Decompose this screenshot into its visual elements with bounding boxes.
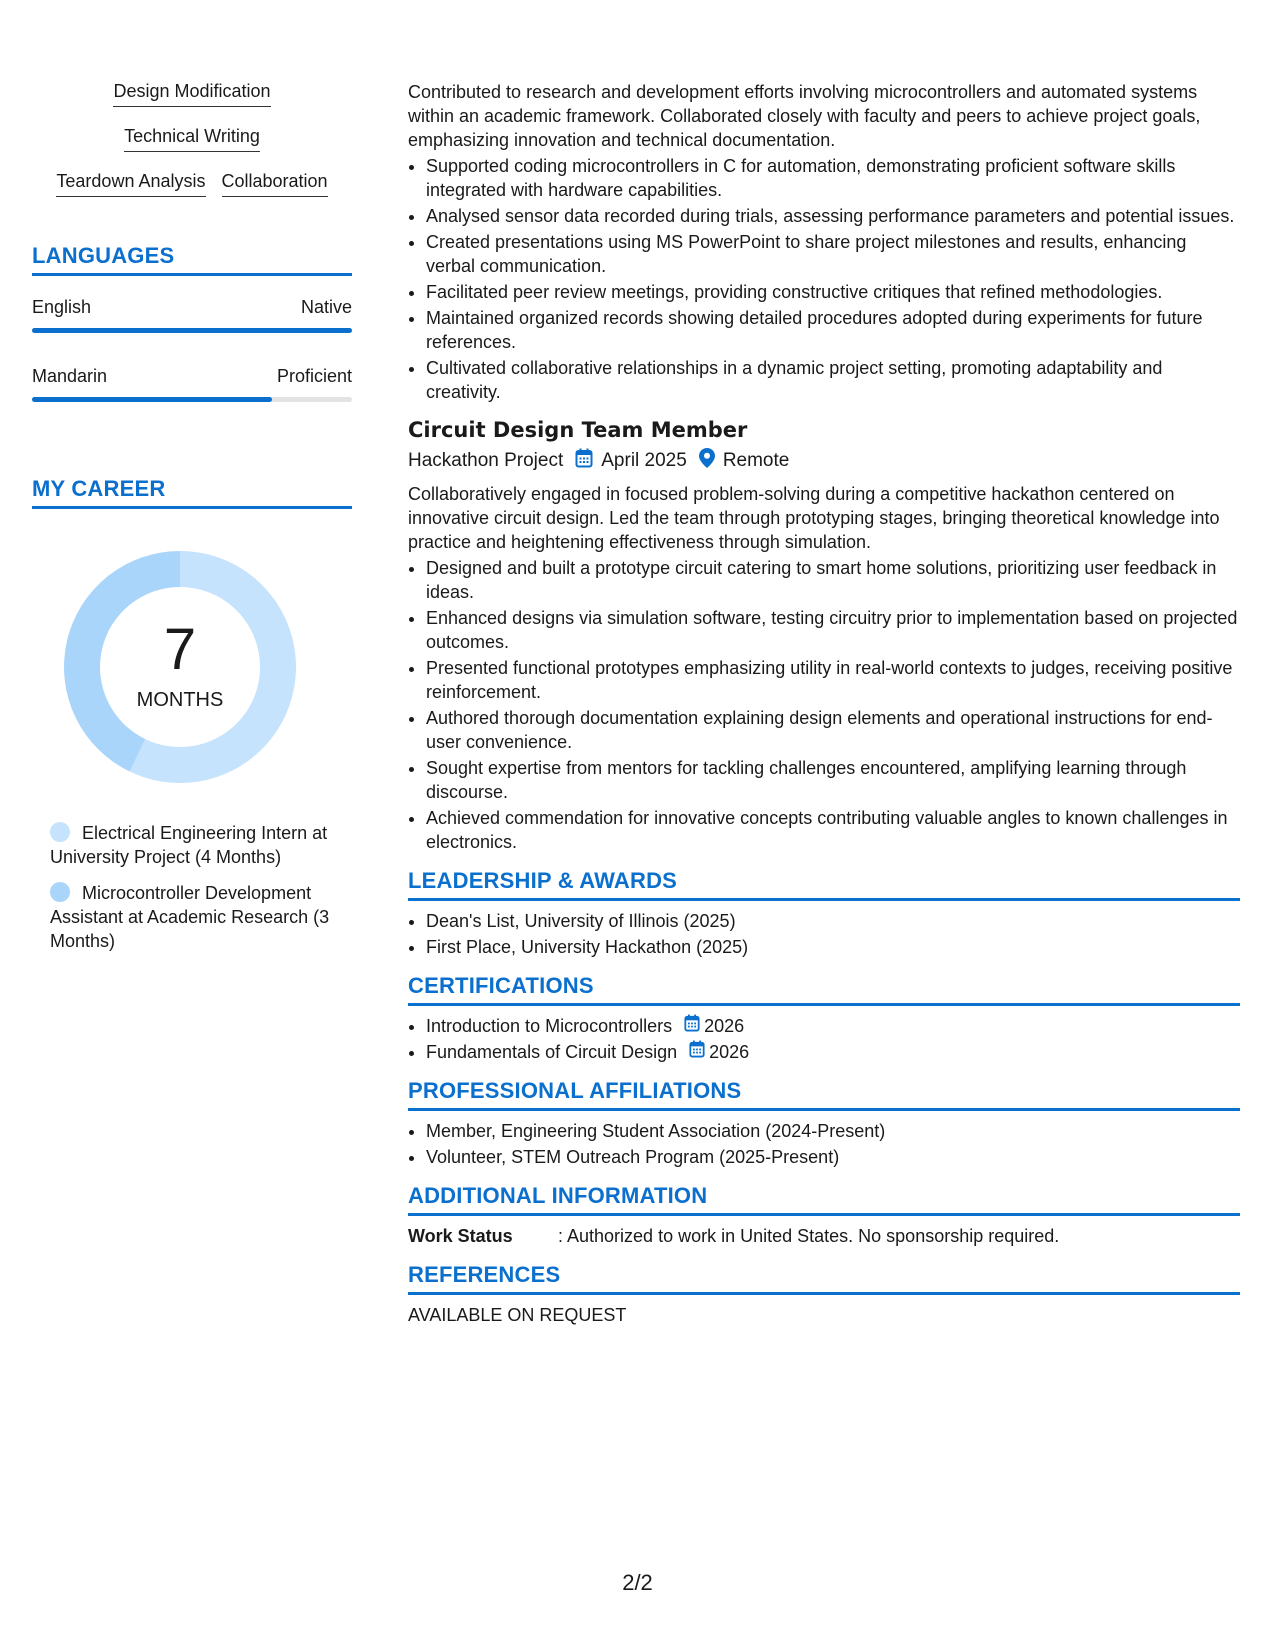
references-text: AVAILABLE ON REQUEST <box>408 1305 627 1325</box>
list-item: • Cultivated collaborative relationships in a dynamic project setting, promoting adaptability and creativity. <box>426 356 1240 404</box>
career-total-unit: MONTHS <box>136 689 224 711</box>
career-donut-chart <box>64 551 296 783</box>
certification-name: • Fundamentals of Circuit Design <box>426 1042 678 1062</box>
language-level: Proficient <box>276 366 352 386</box>
certifications-section <box>408 973 1240 1064</box>
calendar-icon <box>684 1014 700 1038</box>
career-legend <box>32 821 352 953</box>
skill-tag: Technical Writing <box>124 125 260 152</box>
list-item: • Member, Engineering Student Association (2024-Present) <box>426 1119 1240 1143</box>
list-item: • Dean's List, University of Illinois (2025) <box>426 909 1240 933</box>
job-title: Circuit Design Team Member <box>408 418 748 442</box>
career-legend-label: Electrical Engineering Intern at University Project (4 Months) <box>50 823 328 867</box>
section-heading: LANGUAGES <box>32 243 352 276</box>
language-level: Native <box>300 297 352 317</box>
list-item: • Sought expertise from mentors for tackling challenges encountered, amplifying learning through discourse. <box>426 756 1240 804</box>
language-name: Mandarin <box>32 366 108 386</box>
section-heading: CERTIFICATIONS <box>408 973 1240 1006</box>
job-date: April 2025 <box>601 450 687 471</box>
info-row <box>408 1224 1240 1248</box>
list-item: • Maintained organized records showing detailed procedures adopted during experiments for future references. <box>426 306 1240 354</box>
language-item <box>32 365 352 402</box>
section-heading: ADDITIONAL INFORMATION <box>408 1183 1240 1216</box>
list-item: • Designed and built a prototype circuit catering to smart home solutions, prioritizing user feedback in ideas. <box>426 556 1240 604</box>
language-bar <box>32 328 352 333</box>
affiliations-section <box>408 1078 1240 1169</box>
certification-year: 2026 <box>704 1016 745 1036</box>
section-heading: LEADERSHIP & AWARDS <box>408 868 1240 901</box>
additional-info-section <box>408 1183 1240 1248</box>
experience-bullets <box>408 154 1240 404</box>
list-item: • First Place, University Hackathon (2025) <box>426 935 1240 959</box>
certification-year: 2026 <box>709 1042 750 1062</box>
skill-tag: Teardown Analysis <box>56 170 205 197</box>
legend-dot <box>50 822 70 842</box>
map-pin-icon <box>699 448 715 474</box>
languages-section <box>32 243 352 402</box>
info-value: : Authorized to work in United States. No sponsorship required. <box>558 1226 1060 1246</box>
leadership-section <box>408 868 1240 959</box>
skill-tag: Collaboration <box>222 170 328 197</box>
experience-bullets <box>408 556 1240 854</box>
list-item: • Authored thorough documentation explaining design elements and operational instructions for end-user convenience. <box>426 706 1240 754</box>
job-meta <box>408 448 1240 474</box>
job-organization: Hackathon Project <box>408 450 564 471</box>
references-section <box>408 1262 1240 1327</box>
career-legend-item <box>50 881 352 953</box>
language-bar-fill <box>32 328 352 333</box>
section-heading: MY CAREER <box>32 476 352 509</box>
career-legend-label: Microcontroller Development Assistant at Academic Research (3 Months) <box>50 883 330 951</box>
left-column <box>32 80 352 965</box>
list-item: • Enhanced designs via simulation software, testing circuitry prior to implementation based on projected outcomes. <box>426 606 1240 654</box>
career-legend-item <box>50 821 352 869</box>
calendar-icon <box>689 1040 705 1064</box>
list-item: • Analysed sensor data recorded during trials, assessing performance parameters and potential issues. <box>426 204 1240 228</box>
calendar-icon <box>575 448 593 474</box>
language-bar-fill <box>32 397 272 402</box>
info-label: Work Status <box>408 1226 513 1246</box>
list-item <box>426 1040 1240 1064</box>
list-item: • Achieved commendation for innovative concepts contributing valuable angles to known challenges in electronics. <box>426 806 1240 854</box>
section-heading: REFERENCES <box>408 1262 1240 1295</box>
list-item: • Presented functional prototypes emphasizing utility in real-world contexts to judges, receiving positive reinforcement. <box>426 656 1240 704</box>
career-total-value: 7 <box>163 617 197 682</box>
skills-list <box>32 80 352 197</box>
list-item <box>426 1014 1240 1038</box>
list-item: • Supported coding microcontrollers in C for automation, demonstrating proficient software skills integrated with hardware capabilities. <box>426 154 1240 202</box>
list-item: • Facilitated peer review meetings, providing constructive critiques that refined methodologies. <box>426 280 1240 304</box>
language-item <box>32 296 352 333</box>
career-section <box>32 476 352 953</box>
language-bar <box>32 397 352 402</box>
right-column <box>408 80 1240 1327</box>
legend-dot <box>50 882 70 902</box>
experience-summary: Contributed to research and development efforts involving microcontrollers and automated systems within an academic framework. Collaborated closely with faculty and peers to achieve project goals, emphasizing innovation and technical documentation. <box>408 82 1201 150</box>
experience-summary: Collaboratively engaged in focused problem-solving during a competitive hackathon centered on innovative circuit design. Led the team through prototyping stages, bringing theoretical knowledge into practice and heightening effectiveness through simulation. <box>408 484 1220 552</box>
skill-tag: Design Modification <box>113 80 270 107</box>
list-item: • Volunteer, STEM Outreach Program (2025-Present) <box>426 1145 1240 1169</box>
certification-name: • Introduction to Microcontrollers <box>426 1016 673 1036</box>
language-name: English <box>32 297 92 317</box>
page-number: 2/2 <box>622 1570 653 1595</box>
list-item: • Created presentations using MS PowerPoint to share project milestones and results, enhancing verbal communication. <box>426 230 1240 278</box>
job-location: Remote <box>722 450 790 471</box>
section-heading: PROFESSIONAL AFFILIATIONS <box>408 1078 1240 1111</box>
